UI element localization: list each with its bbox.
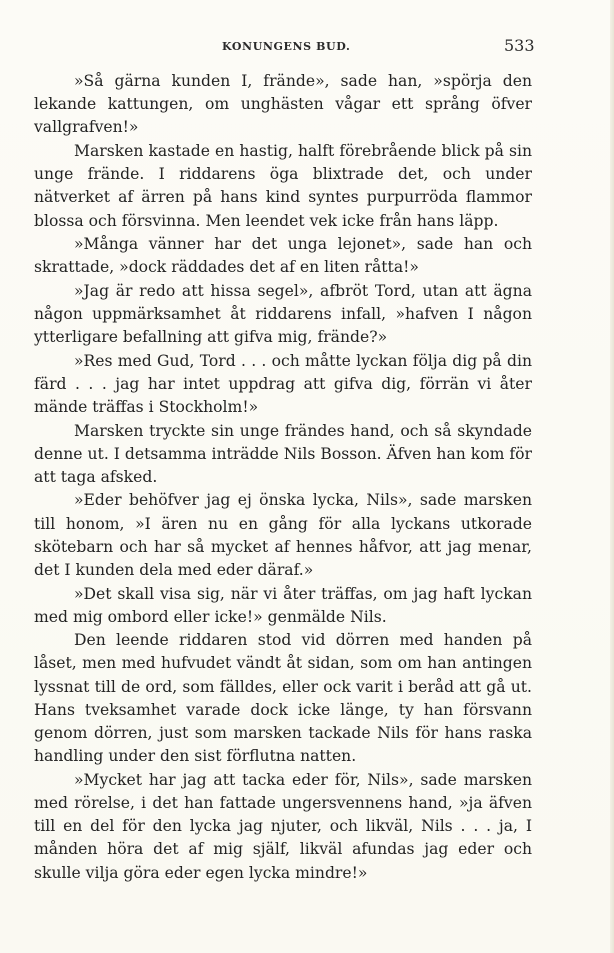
paragraph-7: »Eder behöfver jag ej önska lycka, Nils», sade marsken till honom, »I ären nu en gång för alla lyckans utkorade skötebarn och har så mycket af hennes håfvor, att jag menar, det I kunden dela med eder däraf.»: [34, 491, 532, 580]
paragraph-10: »Mycket har jag att tacka eder för, Nils», sade marsken med rörelse, i det han fattade ungersvennens hand, »ja äfven till en del för den lycka jag njuter, och likväl, Nils . . . ja, I månden höra det af mig själf, likväl afundas jag eder och skulle vilja göra eder egen lycka mindre!»: [34, 770, 532, 882]
paragraph-2: Marsken kastade en hastig, halft förebrående blick på sin unge frände. I riddarens öga blixtrade det, och under nätverket af ärren på hans kind syntes purpurröda flammor blossa och försvinna. Men leendet vek icke från hans läpp.: [34, 141, 532, 230]
running-title: KONUNGENS BUD.: [222, 40, 351, 53]
paragraph-3: »Många vänner har det unga lejonet», sade han och skrattade, »dock räddades det af en liten råtta!»: [34, 235, 532, 277]
body-text: [34, 70, 532, 885]
paragraph-6: Marsken tryckte sin unge frändes hand, och så skyndade denne ut. I detsamma inträdde Nils Bosson. Äfven han kom för att taga afsked.: [34, 421, 532, 486]
page-header: [0, 36, 614, 56]
paragraph-9: Den leende riddaren stod vid dörren med handen på låset, men med hufvudet vändt åt sidan, som om han antingen lyssnat till de ord, som fälldes, eller ock varit i beråd att gå ut. Hans tveksamhet varade dock icke länge, ty han försvann genom dörren, just som marsken tackade Nils för hans raska handling under den sist förflutna natten.: [34, 631, 532, 766]
paragraph-4: »Jag är redo att hissa segel», afbröt Tord, utan att ägna någon uppmärksamhet åt riddarens infall, »hafven I någon ytterligare befallning att gifva mig, frände?»: [34, 281, 532, 347]
paragraph-8: »Det skall visa sig, när vi åter träffas, om jag haft lyckan med mig ombord eller icke!» genmälde Nils.: [34, 584, 532, 626]
paragraph-5: »Res med Gud, Tord . . . och måtte lyckan följa dig på din färd . . . jag har intet uppdrag att gifva dig, förrän vi åter mände träffas i Stockholm!»: [34, 351, 532, 417]
paragraph-1: »Så gärna kunden I, frände», sade han, »spörja den lekande kattungen, om unghästen vågar ett språng öfver vallgrafven!»: [34, 72, 532, 137]
page-number: 533: [504, 36, 535, 55]
page-edge-shadow: [610, 0, 614, 953]
